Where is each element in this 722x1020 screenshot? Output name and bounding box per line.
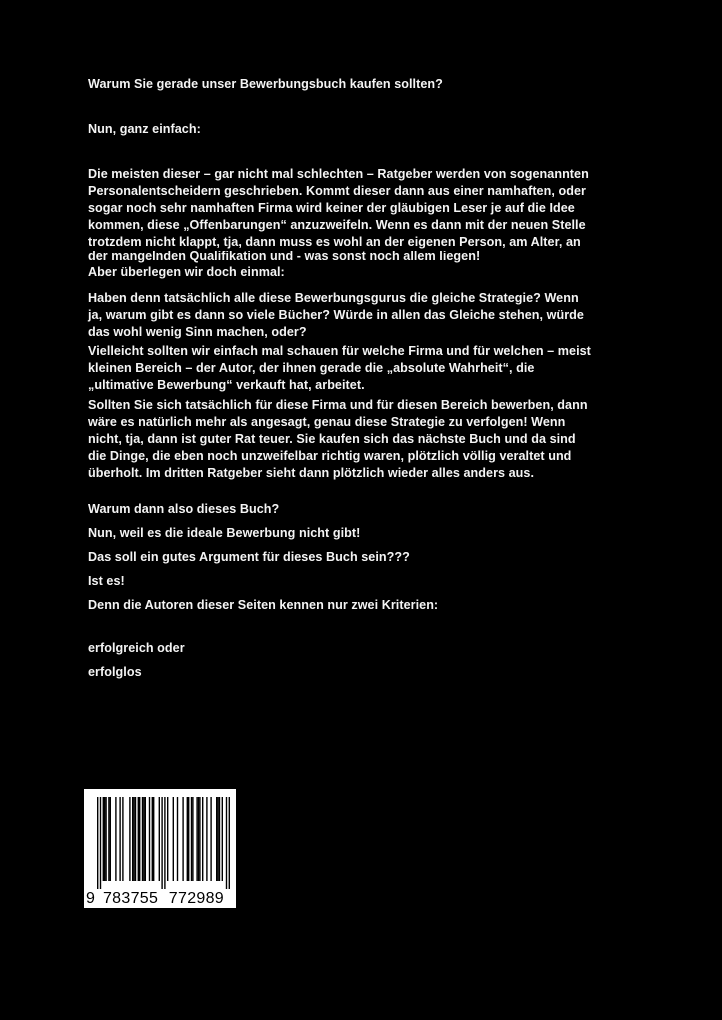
- paragraph-4: [88, 397, 628, 482]
- paragraph-4-line: die Dinge, die eben noch unzweifelbar richtig waren, plötzlich völlig veraltet und: [88, 449, 572, 463]
- paragraph-3: [88, 343, 628, 394]
- question-line: Aber überlegen wir doch einmal:: [88, 265, 285, 279]
- paragraph-4-line: wäre es natürlich mehr als angesagt, genau diese Strategie zu verfolgen! Wenn: [88, 415, 566, 429]
- svg-text:783755: 783755: [102, 890, 159, 907]
- closing-line: Warum dann also dieses Buch?: [88, 502, 280, 516]
- heading: Warum Sie gerade unser Bewerbungsbuch kaufen sollten?: [88, 77, 443, 91]
- paragraph-4-line: nicht, tja, dann ist guter Rat teuer. Sie kaufen sich das nächste Buch und da sind: [88, 432, 576, 446]
- paragraph-1: [88, 166, 628, 263]
- paragraph-1-line: kommen, diese „Offenbarungen“ anzuzweifeln. Wenn es dann mit der neuen Stelle: [88, 218, 586, 232]
- svg-text:772989: 772989: [168, 890, 225, 907]
- paragraph-4-line: überholt. Im dritten Ratgeber sieht dann plötzlich wieder alles anders aus.: [88, 466, 535, 480]
- barcode-bars-icon: [84, 789, 236, 908]
- intro-line: Nun, ganz einfach:: [88, 122, 201, 136]
- paragraph-1-line: Die meisten dieser – gar nicht mal schlechten – Ratgeber werden von sogenannten: [88, 167, 589, 181]
- closing-line: Das soll ein gutes Argument für dieses Buch sein???: [88, 550, 410, 564]
- paragraph-2: [88, 290, 628, 341]
- criterion-failure: erfolglos: [88, 665, 142, 679]
- paragraph-1-line: Personalentscheidern geschrieben. Kommt dieser dann aus einer namhaften, oder: [88, 184, 586, 198]
- svg-text:9: 9: [86, 890, 96, 907]
- criterion-success: erfolgreich oder: [88, 641, 185, 655]
- closing-line: Nun, weil es die ideale Bewerbung nicht gibt!: [88, 526, 361, 540]
- paragraph-2-line: Haben denn tatsächlich alle diese Bewerbungsgurus die gleiche Strategie? Wenn: [88, 291, 579, 305]
- closing-line: Ist es!: [88, 574, 125, 588]
- isbn-barcode: [84, 789, 236, 908]
- paragraph-1-line-clipped: der mangelnden Qualifikation und - was sonst noch allem liegen!: [88, 251, 481, 263]
- paragraph-4-line: Sollten Sie sich tatsächlich für diese Firma und für diesen Bereich bewerben, dann: [88, 398, 588, 412]
- paragraph-2-line: das wohl wenig Sinn machen, oder?: [88, 325, 307, 339]
- paragraph-3-line: Vielleicht sollten wir einfach mal schauen für welche Firma und für welchen – meist: [88, 344, 591, 358]
- paragraph-1-line: trotzdem nicht klappt, tja, dann muss es wohl an der eigenen Person, am Alter, an: [88, 235, 581, 249]
- paragraph-1-line: sogar noch sehr namhaften Firma wird keiner der gläubigen Leser je auf die Idee: [88, 201, 575, 215]
- paragraph-3-line: kleinen Bereich – der Autor, der ihnen gerade die „absolute Wahrheit“, die: [88, 361, 535, 375]
- closing-line: Denn die Autoren dieser Seiten kennen nur zwei Kriterien:: [88, 598, 439, 612]
- paragraph-3-line: „ultimative Bewerbung“ verkauft hat, arbeitet.: [88, 378, 365, 392]
- clipped-line-wrapper: [88, 251, 628, 263]
- paragraph-2-line: ja, warum gibt es dann so viele Bücher? Würde in allen das Gleiche stehen, würde: [88, 308, 584, 322]
